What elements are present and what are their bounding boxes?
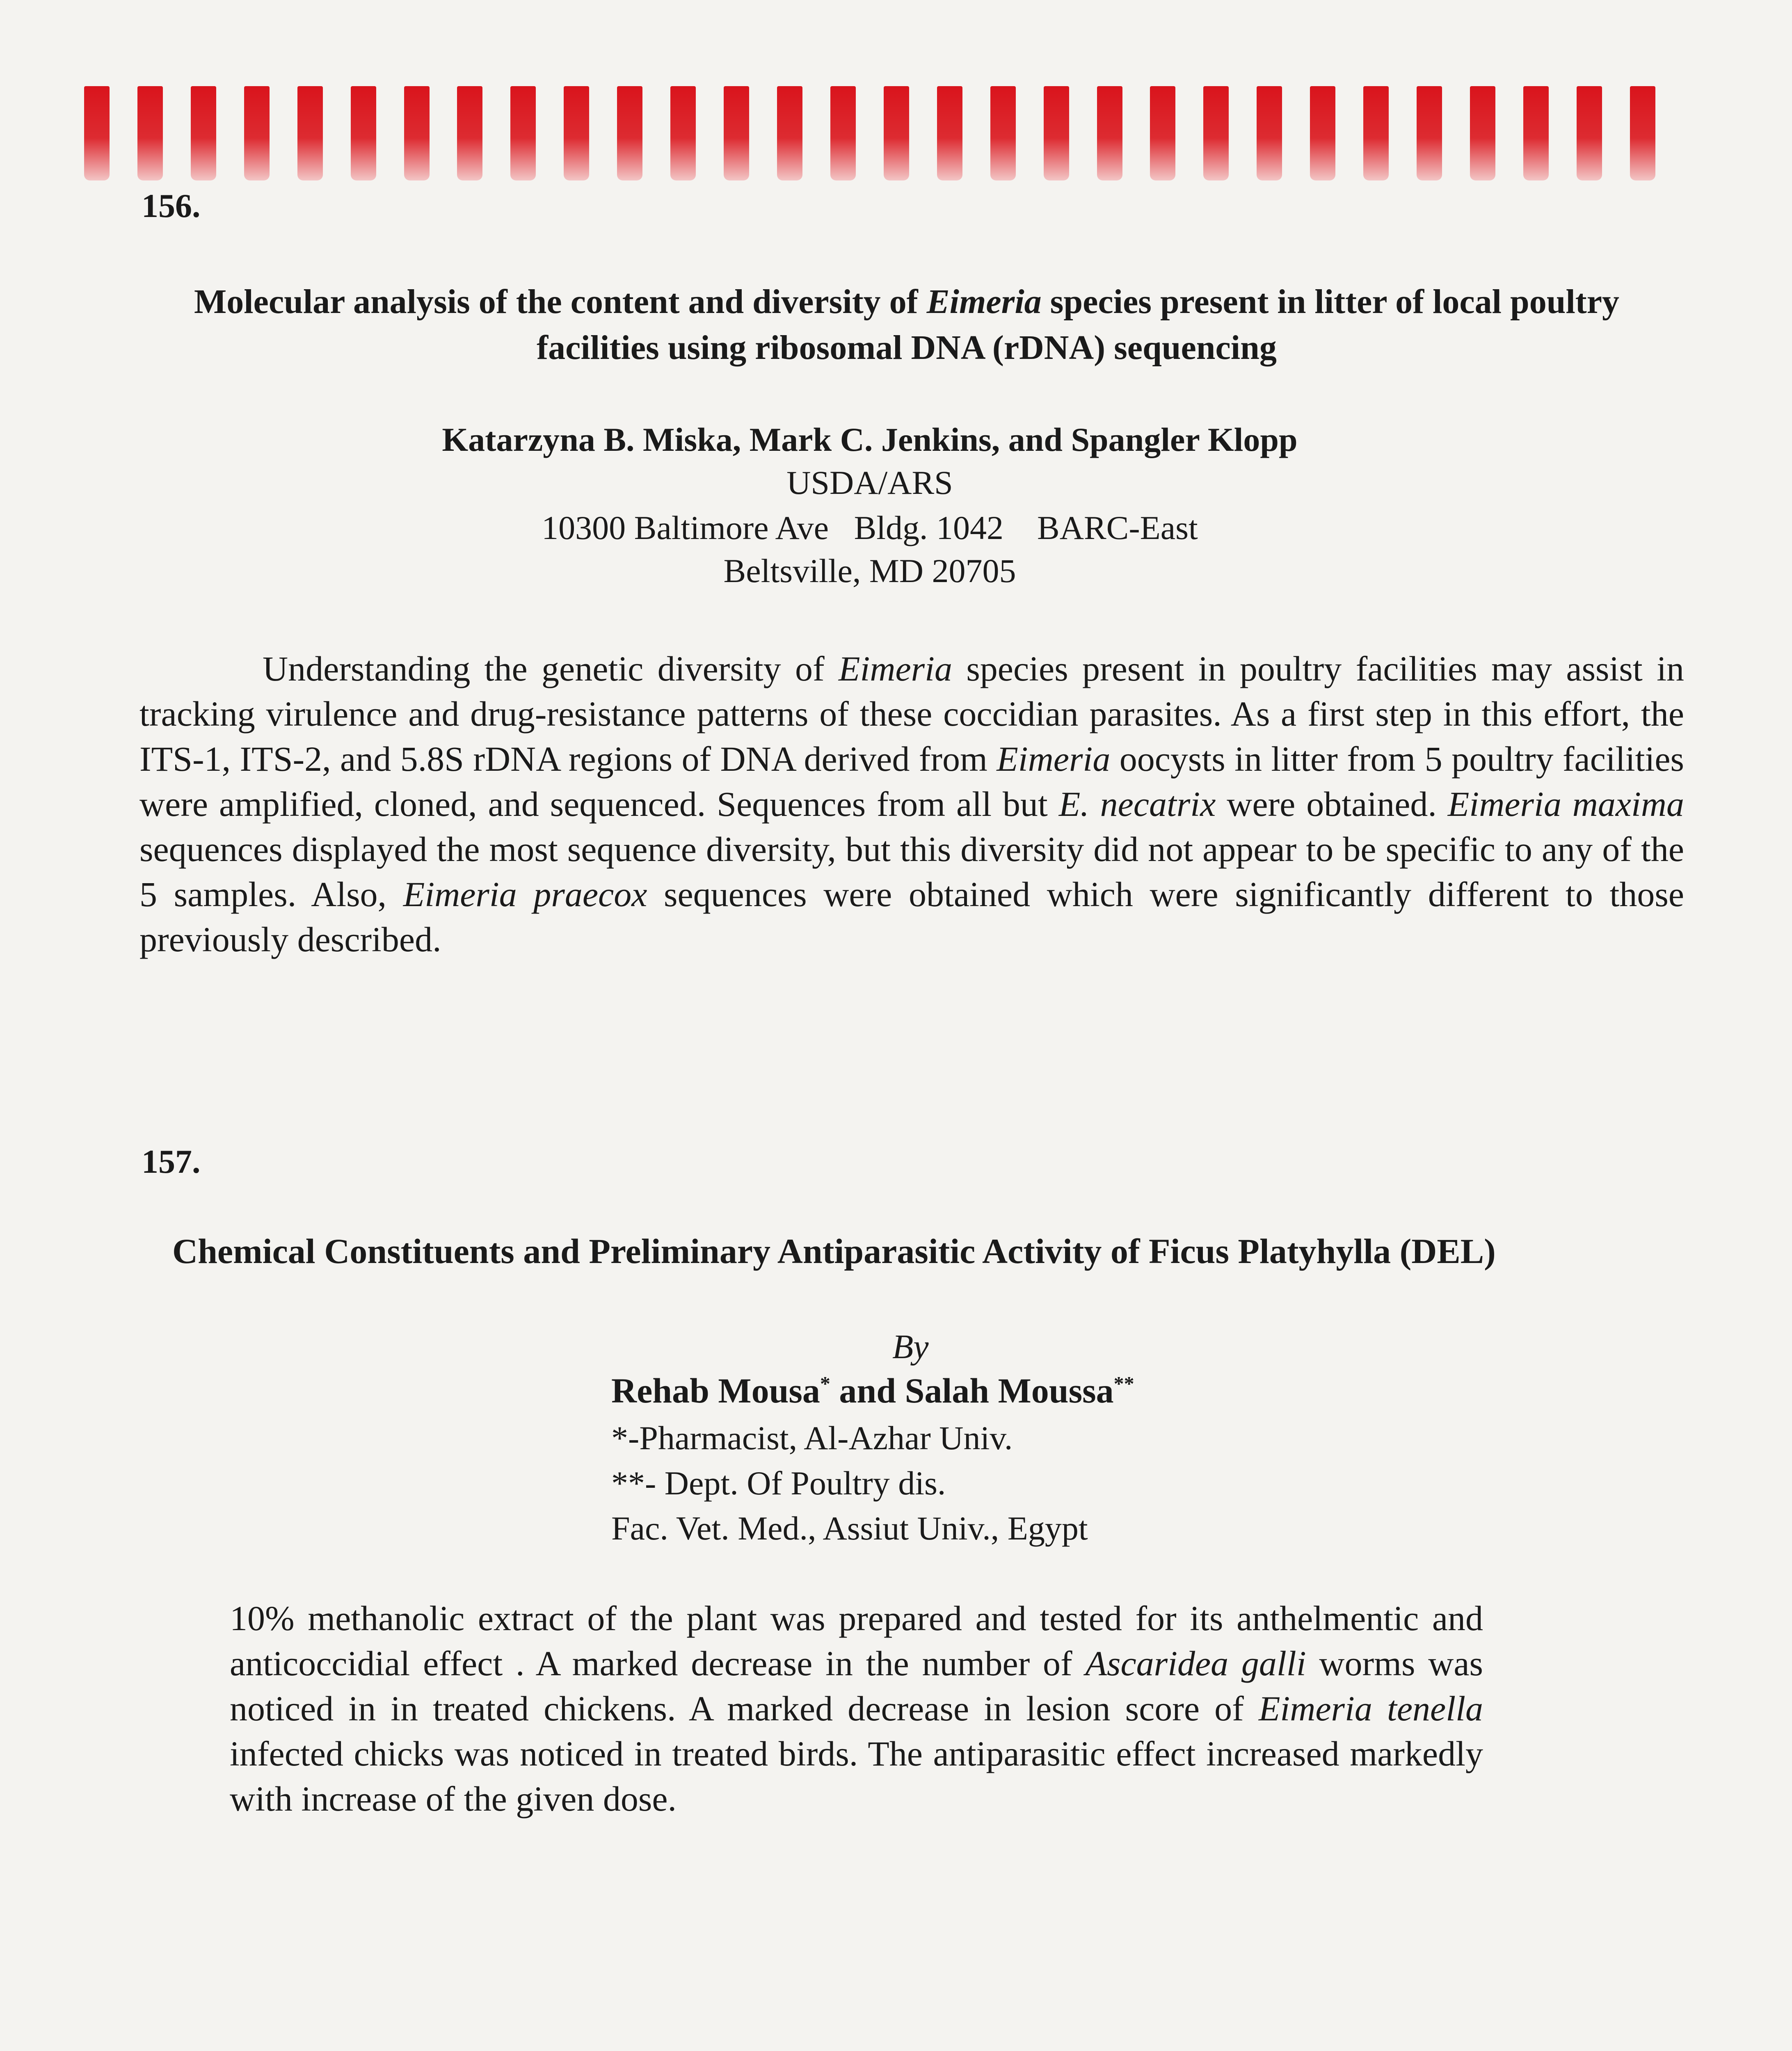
- header-stripe: [777, 86, 802, 180]
- header-stripe: [617, 86, 642, 180]
- header-stripe: [351, 86, 376, 180]
- header-stripe: [990, 86, 1016, 180]
- header-stripe: [1577, 86, 1602, 180]
- header-stripe: [1523, 86, 1549, 180]
- abstract-body: 10% methanolic extract of the plant was prepared and tested for its anthelmentic and anticoccidial effect . A marked decrease in the number of Ascaridea galli worms was noticed in in treated chickens. A marked decrease in lesion score of Eimeria tenella infected chicks was noticed in treated birds. The antiparasitic effect increased markedly with increase of the given dose.: [230, 1599, 1483, 1818]
- header-stripe: [1470, 86, 1495, 180]
- header-stripe: [1310, 86, 1335, 180]
- affiliation: Fac. Vet. Med., Assiut Univ., Egypt: [611, 1510, 1088, 1547]
- abstract-number: 157.: [142, 1143, 201, 1180]
- header-stripe: [1363, 86, 1389, 180]
- city: Beltsville, MD 20705: [723, 552, 1016, 589]
- affiliation: **- Dept. Of Poultry dis.: [611, 1464, 946, 1502]
- header-stripe: [510, 86, 536, 180]
- header-stripe: [1150, 86, 1175, 180]
- affiliation: *-Pharmacist, Al-Azhar Univ.: [611, 1419, 1013, 1457]
- header-stripe: [191, 86, 216, 180]
- address: 10300 Baltimore Ave Bldg. 1042 BARC-East: [542, 509, 1198, 546]
- header-stripe: [457, 86, 482, 180]
- abstract-title: Chemical Constituents and Preliminary Antiparasitic Activity of Ficus Platyhylla (DEL): [172, 1231, 1496, 1271]
- header-stripe: [564, 86, 589, 180]
- authors: Katarzyna B. Miska, Mark C. Jenkins, and Spangler Klopp: [442, 421, 1298, 458]
- header-stripe: [137, 86, 163, 180]
- byline-by: By: [892, 1328, 929, 1366]
- header-stripe: [297, 86, 323, 180]
- header-stripe: [884, 86, 909, 180]
- header-stripe: [1417, 86, 1442, 180]
- organization: USDA/ARS: [786, 464, 953, 501]
- header-stripe: [1044, 86, 1069, 180]
- header-stripe: [670, 86, 696, 180]
- header-stripe: [724, 86, 749, 180]
- header-stripe: [830, 86, 856, 180]
- header-stripe: [1630, 86, 1655, 180]
- header-stripe: [84, 86, 110, 180]
- header-stripe-band: [84, 86, 1655, 180]
- abstract-number: 156.: [142, 187, 201, 224]
- header-stripe: [937, 86, 962, 180]
- authors: Rehab Mousa* and Salah Moussa**: [611, 1371, 1134, 1410]
- abstract-title: Molecular analysis of the content and diversity of Eimeria species present in litter of local poultry facilities using ribosomal DNA (rDNA) sequencing: [194, 283, 1620, 367]
- header-stripe: [1203, 86, 1229, 180]
- header-stripe: [1257, 86, 1282, 180]
- header-stripe: [244, 86, 270, 180]
- header-stripe: [404, 86, 430, 180]
- abstract-body: Understanding the genetic diversity of Eimeria species present in poultry facilities may assist in tracking virulence and drug-resistance patterns of these coccidian parasites. As a first step in this effort, the ITS-1, ITS-2, and 5.8S rDNA regions of DNA derived from Eimeria oocysts in litter from 5 poultry facilities were amplified, cloned, and sequenced. Sequences from all but E. necatrix were obtained. Eimeria maxima sequences displayed the most sequence diversity, but this diversity did not appear to be specific to any of the 5 samples. Also, Eimeria praecox sequences were obtained which were significantly different to those previously described.: [139, 649, 1684, 959]
- header-stripe: [1097, 86, 1122, 180]
